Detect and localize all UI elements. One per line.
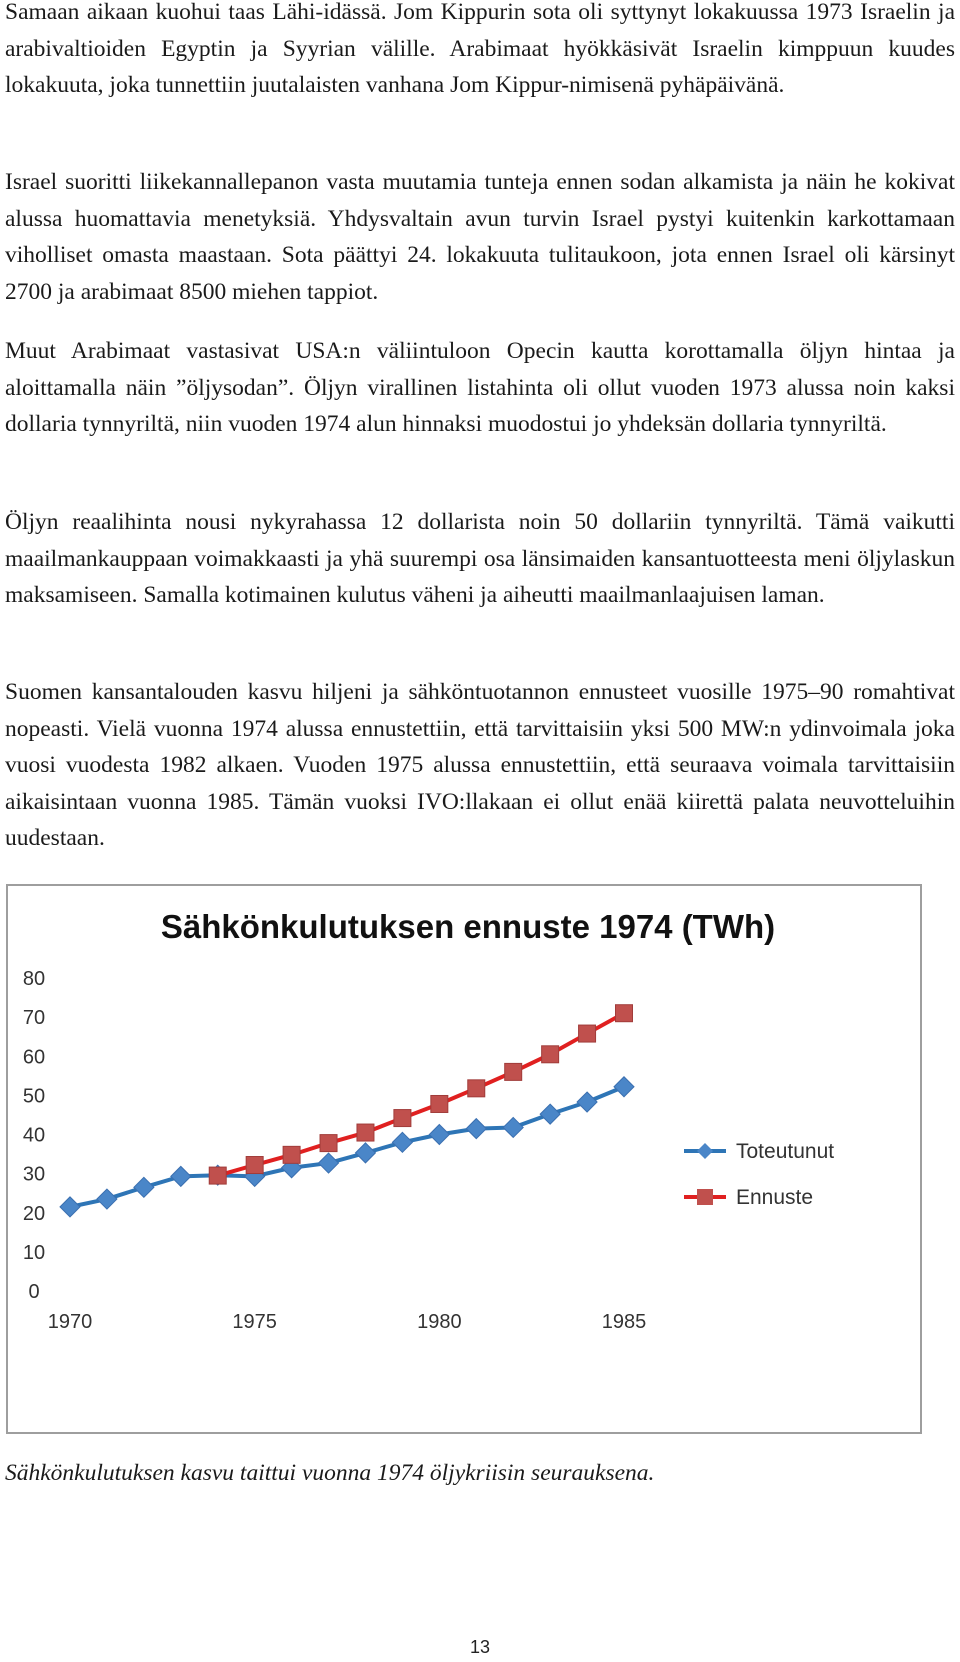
data-point bbox=[209, 1167, 226, 1184]
paragraph-2: Israel suoritti liikekannallepanon vasta muutamia tunteja ennen sodan alkamista ja näin he kokivat alussa huomattavia menetyksiä. Yhdysvaltain avun turvin Israel pystyi kuitenkin karkottamaan viholliset omasta maastaan. Sota päättyi 24. lokakuuta tulitaukoon, jota ennen Israel oli kärsinyt 2700 ja arabimaat 8500 miehen tappiot. bbox=[5, 169, 955, 305]
data-point bbox=[577, 1092, 597, 1112]
x-tick-label: 1985 bbox=[601, 1311, 647, 1333]
data-point bbox=[319, 1153, 339, 1173]
data-point bbox=[540, 1104, 560, 1124]
series-layer bbox=[60, 1005, 634, 1217]
page-number: 13 bbox=[469, 1637, 491, 1657]
y-axis-ticks bbox=[23, 968, 45, 1303]
y-tick-label: 30 bbox=[22, 1163, 46, 1186]
paragraph-5: Suomen kansantalouden kasvu hiljeni ja sähköntuotannon ennusteet vuosille 1975–90 romahtivat nopeasti. Vielä vuonna 1974 alussa ennustettiin, että tarvittaisiin yksi 500 MW:n ydinvoimala joka vuosi vuodesta 1982 alkaen. Vuoden 1975 alussa ennustettiin, että seuraava voimala tarvittaisiin aikaisintaan vuonna 1985. Tämän vuoksi IVO:llakaan ei ollut enää kiirettä palata neuvotteluihin uudestaan. bbox=[5, 679, 955, 851]
y-tick-label: 80 bbox=[22, 968, 46, 990]
data-point bbox=[503, 1117, 523, 1137]
legend-item-ennuste bbox=[684, 1186, 813, 1209]
chart-legend bbox=[684, 1140, 834, 1209]
y-tick-label: 40 bbox=[22, 1124, 46, 1147]
chart-container bbox=[6, 884, 922, 1434]
data-point bbox=[429, 1125, 449, 1145]
data-point bbox=[171, 1166, 191, 1186]
series-ennuste bbox=[209, 1005, 632, 1184]
data-point bbox=[505, 1063, 522, 1080]
data-point bbox=[60, 1197, 80, 1217]
data-point bbox=[579, 1025, 596, 1042]
y-tick-label: 50 bbox=[22, 1085, 46, 1108]
y-tick-label: 20 bbox=[22, 1202, 46, 1225]
data-point bbox=[392, 1132, 412, 1152]
y-tick-label: 70 bbox=[22, 1007, 46, 1030]
paragraph-4: Öljyn reaalihinta nousi nykyrahassa 12 dollarista noin 50 dollariin tynnyriltä. Tämä vaikutti maailmankauppaan voimakkaasti ja yhä suurempi osa länsimaiden kansantuotteesta meni öljylaskun maksamiseen. Samalla kotimainen kulutus väheni ja aiheutti maailmanlaajuisen laman. bbox=[5, 509, 955, 608]
chart-title: Sähkönkulutuksen ennuste 1974 (TWh) bbox=[160, 908, 776, 945]
legend-item-toteutunut bbox=[684, 1140, 834, 1163]
paragraph-1: Samaan aikaan kuohui taas Lähi-idässä. Jom Kippurin sota oli syttynyt lokakuussa 1973 Israelin ja arabivaltioiden Egyptin ja Syyrian välille. Arabimaat hyökkäsivät Israelin kimppuun kuudes lokakuuta, joka tunnettiin juutalaisten vanhana Jom Kippur-nimisenä pyhäpäivänä. bbox=[5, 0, 955, 98]
data-point bbox=[614, 1077, 634, 1097]
data-point bbox=[134, 1177, 154, 1197]
y-tick-label: 0 bbox=[28, 1281, 40, 1303]
y-tick-label: 60 bbox=[22, 1046, 46, 1069]
data-point bbox=[431, 1095, 448, 1112]
x-axis-ticks bbox=[48, 1311, 647, 1333]
paragraph-3: Muut Arabimaat vastasivat USA:n väliintuloon Opecin kautta korottamalla öljyn hintaa ja aloittamalla näin ”öljysodan”. Öljyn virallinen listahinta oli ollut vuoden 1973 alussa noin kaksi dollaria tynnyriltä, niin vuoden 1974 alun hinnaksi muodostui jo yhdeksän dollaria tynnyriltä. bbox=[5, 338, 955, 437]
data-point bbox=[246, 1157, 263, 1174]
series-line bbox=[218, 1013, 624, 1175]
data-point bbox=[394, 1110, 411, 1127]
legend-label: Ennuste bbox=[736, 1186, 814, 1209]
data-point bbox=[283, 1146, 300, 1163]
series-toteutunut bbox=[60, 1077, 634, 1217]
data-point bbox=[616, 1005, 633, 1022]
data-point bbox=[542, 1046, 559, 1063]
figure-caption: Sähkönkulutuksen kasvu taittui vuonna 1974 öljykriisin seurauksena. bbox=[5, 1460, 655, 1486]
series-line bbox=[70, 1087, 624, 1207]
x-tick-label: 1975 bbox=[232, 1311, 277, 1333]
x-tick-label: 1970 bbox=[47, 1311, 93, 1333]
legend-marker bbox=[697, 1143, 713, 1159]
data-point bbox=[355, 1143, 375, 1163]
y-tick-label: 10 bbox=[22, 1241, 46, 1264]
x-tick-label: 1980 bbox=[417, 1311, 462, 1333]
data-point bbox=[357, 1124, 374, 1141]
data-point bbox=[466, 1119, 486, 1139]
data-point bbox=[320, 1135, 337, 1152]
data-point bbox=[97, 1189, 117, 1209]
data-point bbox=[468, 1080, 485, 1097]
legend-label: Toteutunut bbox=[736, 1140, 835, 1163]
legend-marker bbox=[697, 1189, 713, 1205]
line-chart bbox=[8, 886, 920, 1432]
